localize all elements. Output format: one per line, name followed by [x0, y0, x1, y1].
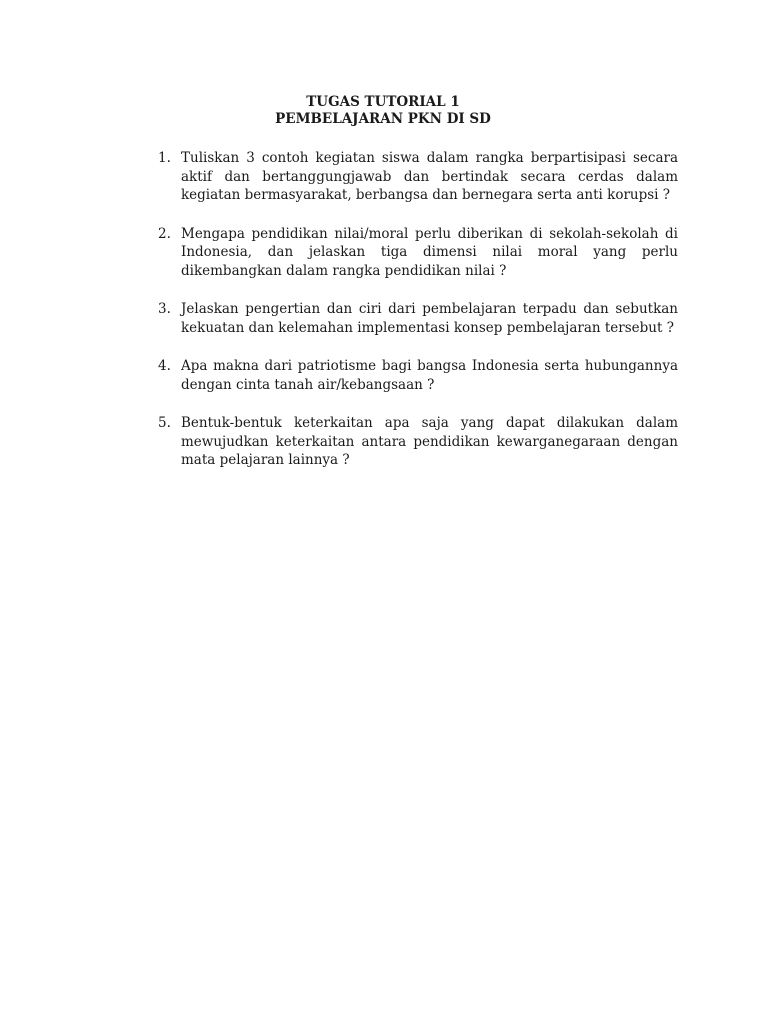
document-title [0, 94, 768, 128]
question-item [158, 225, 678, 281]
question-text: Jelaskan pengertian dan ciri dari pembelajaran terpadu dan sebutkan kekuatan dan kelemahan implementasi konsep pembelajaran tersebut ? [181, 301, 678, 336]
question-number: 1. [158, 150, 171, 166]
question-item [158, 357, 678, 394]
question-text: Apa makna dari patriotisme bagi bangsa Indonesia serta hubungannya dengan cinta tanah air/kebangsaan ? [181, 358, 678, 393]
question-number: 5. [158, 415, 171, 431]
question-text: Bentuk-bentuk keterkaitan apa saja yang dapat dilakukan dalam mewujudkan keterkaitan antara pendidikan kewarganegaraan dengan mata pelajaran lainnya ? [181, 415, 678, 468]
question-list [158, 149, 678, 490]
question-number: 4. [158, 358, 171, 374]
title-line-2: PEMBELAJARAN PKN DI SD [275, 111, 491, 127]
title-line-1: TUGAS TUTORIAL 1 [306, 94, 460, 110]
question-number: 3. [158, 301, 171, 317]
question-number: 2. [158, 225, 171, 242]
question-text: Tuliskan 3 contoh kegiatan siswa dalam rangka berpartisipasi secara aktif dan bertanggungjawab dan bertindak secara cerdas dalam kegiatan bermasyarakat, berbangsa dan bernegara serta anti korupsi ? [181, 150, 678, 203]
question-item [158, 149, 678, 205]
question-item [158, 300, 678, 337]
question-item [158, 414, 678, 470]
question-text: Mengapa pendidikan nilai/moral perlu diberikan di sekolah-sekolah di Indonesia, dan jelaskan tiga dimensi nilai moral yang perlu dikembangkan dalam rangka pendidikan nilai ? [181, 225, 678, 279]
